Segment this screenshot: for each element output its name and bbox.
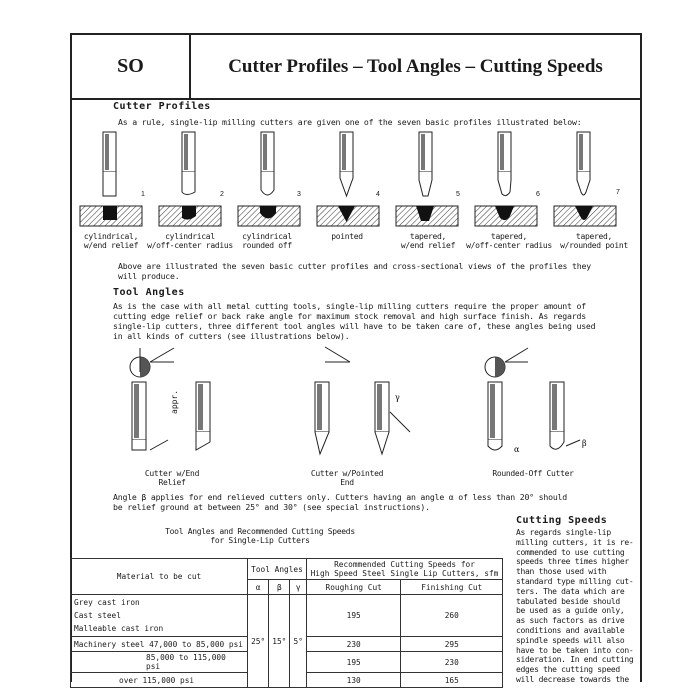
roughing-value: 195 [306,652,400,673]
profile-caption: cylindrical, w/end relief [83,232,139,250]
tool-angles-heading: Tool Angles [113,287,185,298]
profile-number: 6 [536,191,540,198]
cutter-2-illustration [182,132,195,195]
cutting-speeds-table [70,558,503,688]
rounded-cutter-illustration [485,348,587,454]
cutter-7-illustration [577,132,590,195]
header-finishing: Finishing Cut [401,580,503,595]
angle-note: Angle β applies for end relieved cutters only. Cutters having an angle α of less than 20° should be relief ground at between 25° and 30° (see special instructions). [113,492,568,512]
angle-alpha-value: 25° [248,595,269,688]
page-title: Cutter Profiles – Tool Angles – Cutting Speeds [228,55,603,77]
profile-caption: cylindrical rounded off [242,232,292,250]
material-cell: over 115,000 psi [71,673,248,688]
table-caption: Tool Angles and Recommended Cutting Speeds for Single-Lip Cutters [165,527,355,545]
profile-caption: tapered, w/off-center radius [466,232,552,250]
profile-number: 1 [141,191,145,198]
profiles-summary: Above are illustrated the seven basic cutter profiles and cross-sectional views of the profiles they will produce. [118,261,591,281]
cutting-speeds-heading: Cutting Speeds [516,515,608,526]
figure-caption: Cutter w/End Relief [144,469,200,487]
cutter-profiles-figure [78,128,638,233]
page-number: SO [72,35,191,98]
profile-caption: tapered, w/rounded point [560,232,628,250]
appr-label: appr. [170,389,179,414]
finishing-value: 260 [401,595,503,637]
profile-number: 7 [616,189,620,196]
profile-number: 3 [297,191,301,198]
cutter-profiles-intro: As a rule, single-lip milling cutters are given one of the seven basic profiles illustrated below: [118,117,582,127]
header-gamma: γ [290,580,307,595]
header-material: Material to be cut [71,559,248,595]
material-group: Grey cast iron Cast steel Malleable cast iron [71,595,248,637]
roughing-value: 230 [306,637,400,652]
material-cell: Machinery steel 47,000 to 85,000 psi [71,637,248,652]
cross-sections [80,206,616,226]
page-header [72,35,640,100]
figure-caption: Rounded-Off Cutter [492,469,574,478]
cutter-5-illustration [419,132,432,196]
header-alpha: α [248,580,269,595]
angle-beta-value: 15° [269,595,290,688]
finishing-value: 165 [401,673,503,688]
figure-caption: Cutter w/Pointed End [310,469,384,487]
finishing-value: 230 [401,652,503,673]
cutting-speeds-text: As regards single-lip milling cutters, it is re- commended to use cutting speeds three times higher than those used with standard type milling cut- ters. The data which are tabulated beside should be used as a guide only, as such factors as drive conditions and available spindle speeds will also have to be taken into con- sideration. In end cutting edges the cutting speed will decrease towards the [516,528,634,684]
profile-number: 4 [376,191,380,198]
profile-caption: cylindrical w/off-center radius [147,232,233,250]
svg-text:α: α [514,445,520,454]
tool-angles-paragraph: As is the case with all metal cutting tools, single-lip milling cutters require the proper amount of cutting edge relief or back rake angle for maximum stock removal and high surface finish. As regards single-lip cutters, three different tool angles will have to be taken care of, these angles being used in all kinds of cutters (see illustrations below). [113,301,596,341]
pointed-cutter-illustration [315,347,410,454]
material-cell: 85,000 to 115,000 psi [71,652,248,673]
cutter-1-illustration [103,132,116,196]
cutter-6-illustration [498,132,511,196]
finishing-value: 295 [401,637,503,652]
header-tool-angles: Tool Angles [248,559,307,580]
table-header-row [71,559,503,580]
header-speeds: Recommended Cutting Speeds for High Speed Steel Single Lip Cutters, sfm [306,559,502,580]
svg-text:γ: γ [395,393,400,402]
profile-number: 2 [220,191,224,198]
profile-number: 5 [456,191,460,198]
profile-caption: pointed [331,232,363,241]
roughing-value: 195 [306,595,400,637]
cutter-profiles-heading: Cutter Profiles [113,101,211,112]
header-roughing: Roughing Cut [306,580,400,595]
angle-gamma-value: 5° [290,595,307,688]
cutter-3-illustration [261,132,274,195]
cutter-4-illustration [340,132,353,196]
header-beta: β [269,580,290,595]
svg-text:β: β [582,439,587,448]
tool-angles-figure [110,342,610,470]
table-row [71,595,503,637]
profile-caption: tapered, w/end relief [400,232,456,250]
roughing-value: 130 [306,673,400,688]
